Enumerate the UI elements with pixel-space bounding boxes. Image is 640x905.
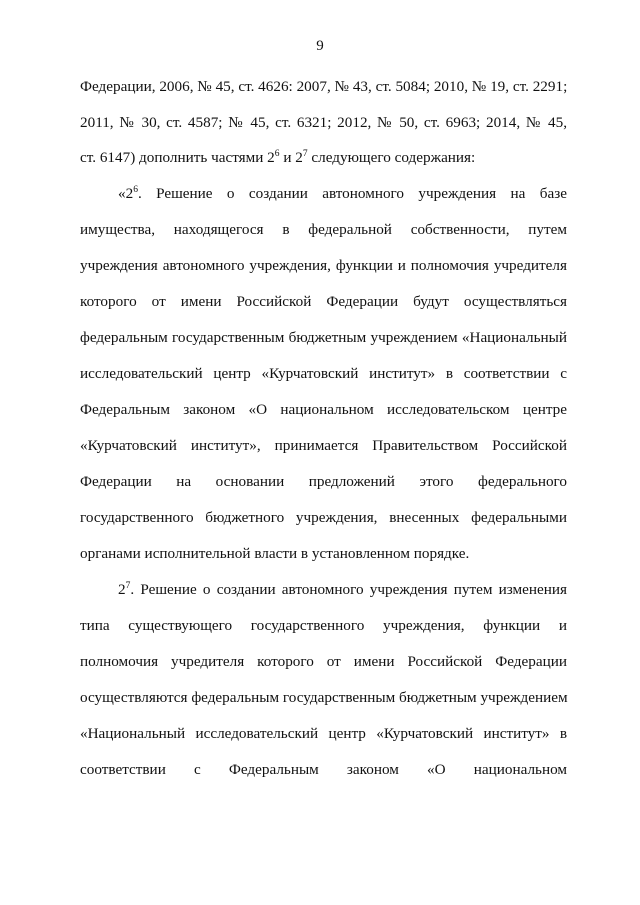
text-line: соответствии с Федеральным законом «О национальном: [80, 761, 567, 778]
superscript: 6: [274, 149, 280, 159]
superscript: 7: [125, 581, 131, 591]
text-line: учреждения автономного учреждения, функции и полномочия учредителя: [80, 257, 567, 274]
text-line: 2011, № 30, ст. 4587; № 45, ст. 6321; 2012, № 50, ст. 6963; 2014, № 45,: [80, 114, 567, 131]
text-line: «Курчатовский институт», принимается Правительством Российской: [80, 437, 567, 454]
text-line: государственного бюджетного учреждения, внесенных федеральными: [80, 509, 567, 526]
text-line: полномочия учредителя которого от имени Российской Федерации: [80, 653, 567, 670]
text-line: осуществляются федеральным государственным бюджетным учреждением: [80, 689, 568, 706]
text-segment: «2: [118, 185, 134, 202]
superscript: 7: [302, 149, 308, 159]
text-line: исследовательский центр «Курчатовский институт» в соответствии с: [80, 365, 567, 382]
text-segment: и 2: [279, 149, 303, 166]
text-line: «Национальный исследовательский центр «Курчатовский институт» в: [80, 725, 567, 742]
page-number: 9: [316, 38, 324, 54]
text-line: [118, 580, 567, 602]
text-segment: ст. 6147) дополнить частями 2: [80, 149, 275, 166]
superscript: 6: [133, 185, 138, 195]
text-segment: . Решение о создании автономного учреждения на базе: [137, 185, 567, 202]
text-line: Федерации, 2006, № 45, ст. 4626: 2007, № 43, ст. 5084; 2010, № 19, ст. 2291;: [80, 78, 568, 95]
text-line: [118, 184, 567, 206]
text-line: Федерации на основании предложений этого федерального: [80, 473, 567, 490]
text-line: Федеральным законом «О национальном исследовательском центре: [80, 401, 567, 418]
text-line: [80, 148, 567, 170]
text-line: федеральным государственным бюджетным учреждением «Национальный: [80, 329, 567, 346]
text-segment: . Решение о создании автономного учреждения путем изменения: [130, 581, 567, 598]
text-line: органами исполнительной власти в установленном порядке.: [80, 545, 470, 562]
text-segment: 2: [118, 581, 126, 598]
text-segment: следующего содержания:: [307, 149, 476, 166]
text-line: имущества, находящегося в федеральной собственности, путем: [80, 221, 567, 238]
text-line: типа существующего государственного учреждения, функции и: [80, 617, 567, 634]
text-line: которого от имени Российской Федерации будут осуществляться: [80, 293, 567, 310]
